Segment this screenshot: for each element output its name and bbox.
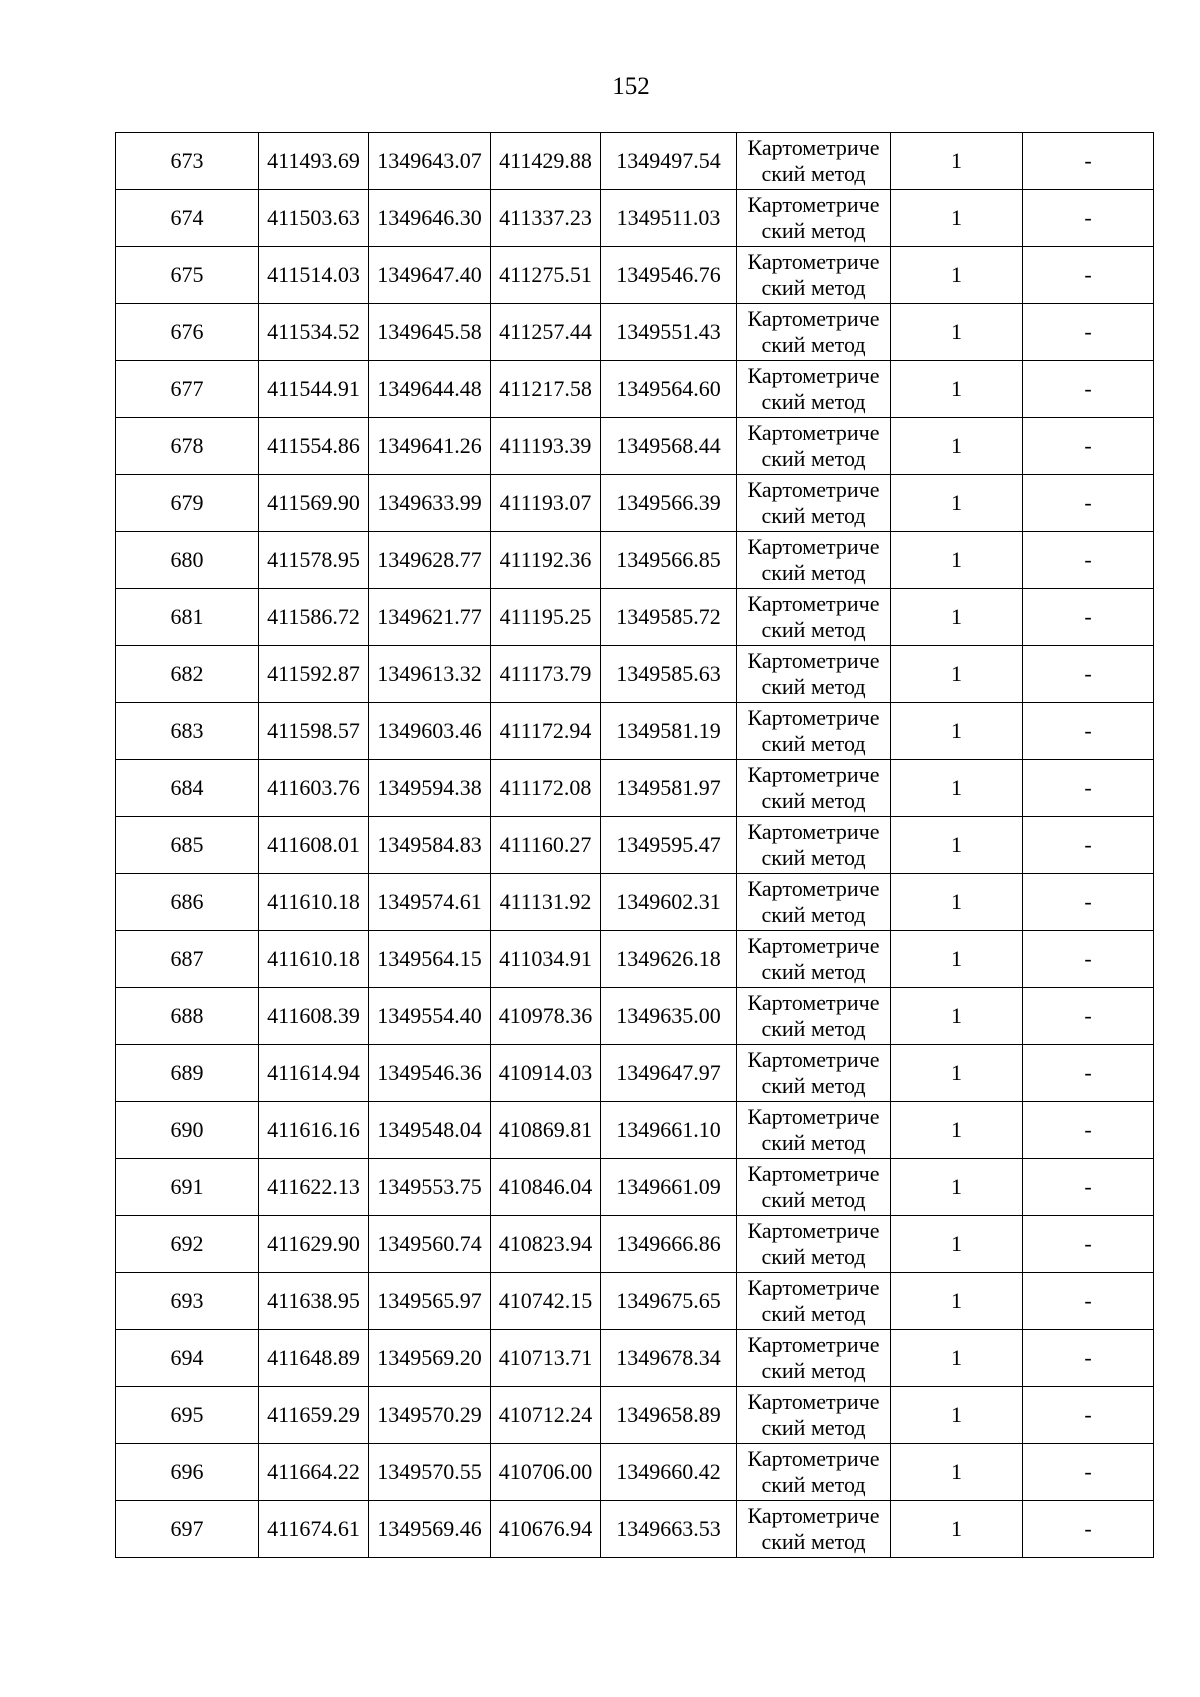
method-line-2: ский метод [761,674,866,699]
method-cell [737,1387,891,1444]
method-cell [737,418,891,475]
y1-cell: 1349621.77 [369,589,491,646]
y2-cell: 1349661.09 [601,1159,737,1216]
x2-cell: 411195.25 [491,589,601,646]
method-line-2: ский метод [761,959,866,984]
method-cell [737,475,891,532]
accuracy-cell: 1 [891,1501,1023,1558]
table-row [116,874,1154,931]
y2-cell: 1349566.85 [601,532,737,589]
method-line-2: ский метод [761,446,866,471]
method-line-1: Картометриче [747,1503,880,1528]
x1-cell: 411622.13 [259,1159,369,1216]
method-line-2: ский метод [761,161,866,186]
table-row [116,361,1154,418]
y1-cell: 1349613.32 [369,646,491,703]
point-number-cell: 695 [116,1387,259,1444]
point-number-cell: 687 [116,931,259,988]
table-row [116,760,1154,817]
method-line-1: Картометриче [747,933,880,958]
method-line-2: ский метод [761,1187,866,1212]
y2-cell: 1349585.63 [601,646,737,703]
accuracy-cell: 1 [891,1444,1023,1501]
y1-cell: 1349633.99 [369,475,491,532]
method-line-2: ский метод [761,332,866,357]
note-cell: - [1023,1102,1154,1159]
accuracy-cell: 1 [891,988,1023,1045]
y1-cell: 1349569.46 [369,1501,491,1558]
x1-cell: 411608.39 [259,988,369,1045]
method-cell [737,1273,891,1330]
x1-cell: 411638.95 [259,1273,369,1330]
accuracy-cell: 1 [891,1330,1023,1387]
note-cell: - [1023,1045,1154,1102]
method-line-1: Картометриче [747,306,880,331]
method-line-2: ский метод [761,902,866,927]
x1-cell: 411503.63 [259,190,369,247]
method-line-2: ский метод [761,731,866,756]
note-cell: - [1023,1444,1154,1501]
note-cell: - [1023,1387,1154,1444]
point-number-cell: 680 [116,532,259,589]
y1-cell: 1349560.74 [369,1216,491,1273]
x1-cell: 411610.18 [259,931,369,988]
x1-cell: 411648.89 [259,1330,369,1387]
method-line-2: ский метод [761,617,866,642]
table-row [116,475,1154,532]
accuracy-cell: 1 [891,475,1023,532]
y1-cell: 1349628.77 [369,532,491,589]
note-cell: - [1023,304,1154,361]
accuracy-cell: 1 [891,532,1023,589]
page-number: 152 [612,73,650,100]
method-line-2: ский метод [761,1130,866,1155]
x1-cell: 411554.86 [259,418,369,475]
x2-cell: 410914.03 [491,1045,601,1102]
x2-cell: 411217.58 [491,361,601,418]
x1-cell: 411534.52 [259,304,369,361]
x1-cell: 411610.18 [259,874,369,931]
table-row [116,1387,1154,1444]
accuracy-cell: 1 [891,646,1023,703]
method-cell [737,646,891,703]
x2-cell: 411192.36 [491,532,601,589]
y2-cell: 1349660.42 [601,1444,737,1501]
x2-cell: 410823.94 [491,1216,601,1273]
method-line-1: Картометриче [747,1332,880,1357]
accuracy-cell: 1 [891,1102,1023,1159]
x2-cell: 410742.15 [491,1273,601,1330]
method-cell [737,874,891,931]
accuracy-cell: 1 [891,760,1023,817]
coordinates-table [115,132,1154,1558]
y1-cell: 1349603.46 [369,703,491,760]
point-number-cell: 690 [116,1102,259,1159]
accuracy-cell: 1 [891,931,1023,988]
y2-cell: 1349658.89 [601,1387,737,1444]
method-line-1: Картометриче [747,1218,880,1243]
point-number-cell: 682 [116,646,259,703]
method-line-1: Картометриче [747,705,880,730]
y1-cell: 1349644.48 [369,361,491,418]
y2-cell: 1349551.43 [601,304,737,361]
y1-cell: 1349584.83 [369,817,491,874]
x2-cell: 411429.88 [491,133,601,190]
table-row [116,1444,1154,1501]
y2-cell: 1349566.39 [601,475,737,532]
accuracy-cell: 1 [891,817,1023,874]
table-row [116,817,1154,874]
y2-cell: 1349546.76 [601,247,737,304]
x1-cell: 411569.90 [259,475,369,532]
accuracy-cell: 1 [891,418,1023,475]
accuracy-cell: 1 [891,703,1023,760]
method-cell [737,760,891,817]
note-cell: - [1023,988,1154,1045]
method-cell [737,1102,891,1159]
x1-cell: 411616.16 [259,1102,369,1159]
method-line-2: ский метод [761,845,866,870]
method-cell [737,1501,891,1558]
method-line-1: Картометриче [747,990,880,1015]
x1-cell: 411592.87 [259,646,369,703]
table-row [116,532,1154,589]
method-line-2: ский метод [761,1472,866,1497]
y1-cell: 1349647.40 [369,247,491,304]
x2-cell: 411131.92 [491,874,601,931]
y2-cell: 1349663.53 [601,1501,737,1558]
x1-cell: 411578.95 [259,532,369,589]
method-line-1: Картометриче [747,1104,880,1129]
point-number-cell: 697 [116,1501,259,1558]
x2-cell: 411193.39 [491,418,601,475]
method-line-2: ский метод [761,389,866,414]
accuracy-cell: 1 [891,247,1023,304]
point-number-cell: 696 [116,1444,259,1501]
y1-cell: 1349564.15 [369,931,491,988]
x2-cell: 410706.00 [491,1444,601,1501]
y2-cell: 1349647.97 [601,1045,737,1102]
point-number-cell: 676 [116,304,259,361]
method-cell [737,304,891,361]
method-line-2: ский метод [761,560,866,585]
y2-cell: 1349635.00 [601,988,737,1045]
y2-cell: 1349666.86 [601,1216,737,1273]
x2-cell: 411034.91 [491,931,601,988]
note-cell: - [1023,361,1154,418]
x1-cell: 411598.57 [259,703,369,760]
note-cell: - [1023,646,1154,703]
method-line-2: ский метод [761,275,866,300]
point-number-cell: 673 [116,133,259,190]
x1-cell: 411544.91 [259,361,369,418]
y2-cell: 1349626.18 [601,931,737,988]
method-line-1: Картометриче [747,1446,880,1471]
x1-cell: 411659.29 [259,1387,369,1444]
method-cell [737,190,891,247]
point-number-cell: 674 [116,190,259,247]
x1-cell: 411586.72 [259,589,369,646]
x2-cell: 410869.81 [491,1102,601,1159]
x1-cell: 411629.90 [259,1216,369,1273]
point-number-cell: 678 [116,418,259,475]
note-cell: - [1023,475,1154,532]
method-line-1: Картометриче [747,534,880,559]
table-row [116,1273,1154,1330]
point-number-cell: 685 [116,817,259,874]
method-line-2: ский метод [761,218,866,243]
y1-cell: 1349570.29 [369,1387,491,1444]
y2-cell: 1349511.03 [601,190,737,247]
note-cell: - [1023,703,1154,760]
table-row [116,988,1154,1045]
method-line-1: Картометриче [747,1047,880,1072]
method-cell [737,1216,891,1273]
table-row [116,703,1154,760]
y2-cell: 1349595.47 [601,817,737,874]
accuracy-cell: 1 [891,1387,1023,1444]
y1-cell: 1349554.40 [369,988,491,1045]
note-cell: - [1023,133,1154,190]
method-line-2: ский метод [761,1358,866,1383]
method-cell [737,133,891,190]
point-number-cell: 692 [116,1216,259,1273]
y2-cell: 1349564.60 [601,361,737,418]
accuracy-cell: 1 [891,361,1023,418]
point-number-cell: 679 [116,475,259,532]
y1-cell: 1349553.75 [369,1159,491,1216]
note-cell: - [1023,874,1154,931]
note-cell: - [1023,760,1154,817]
y2-cell: 1349581.19 [601,703,737,760]
accuracy-cell: 1 [891,1273,1023,1330]
table-row [116,190,1154,247]
method-cell [737,988,891,1045]
y1-cell: 1349594.38 [369,760,491,817]
y1-cell: 1349574.61 [369,874,491,931]
method-line-1: Картометриче [747,1389,880,1414]
y2-cell: 1349568.44 [601,418,737,475]
method-line-1: Картометриче [747,135,880,160]
note-cell: - [1023,1330,1154,1387]
y1-cell: 1349569.20 [369,1330,491,1387]
accuracy-cell: 1 [891,1216,1023,1273]
note-cell: - [1023,247,1154,304]
table-row [116,1216,1154,1273]
method-cell [737,247,891,304]
point-number-cell: 689 [116,1045,259,1102]
y1-cell: 1349548.04 [369,1102,491,1159]
method-line-1: Картометриче [747,762,880,787]
table-row [116,1159,1154,1216]
y2-cell: 1349585.72 [601,589,737,646]
table-row [116,589,1154,646]
x2-cell: 411172.08 [491,760,601,817]
point-number-cell: 688 [116,988,259,1045]
y1-cell: 1349641.26 [369,418,491,475]
x2-cell: 411275.51 [491,247,601,304]
x2-cell: 410846.04 [491,1159,601,1216]
y2-cell: 1349602.31 [601,874,737,931]
point-number-cell: 677 [116,361,259,418]
note-cell: - [1023,931,1154,988]
method-cell [737,532,891,589]
accuracy-cell: 1 [891,874,1023,931]
x2-cell: 410978.36 [491,988,601,1045]
table-row [116,1330,1154,1387]
accuracy-cell: 1 [891,190,1023,247]
y1-cell: 1349643.07 [369,133,491,190]
point-number-cell: 691 [116,1159,259,1216]
method-line-1: Картометриче [747,477,880,502]
note-cell: - [1023,532,1154,589]
point-number-cell: 684 [116,760,259,817]
y2-cell: 1349661.10 [601,1102,737,1159]
point-number-cell: 694 [116,1330,259,1387]
method-line-1: Картометриче [747,1275,880,1300]
method-cell [737,1159,891,1216]
method-cell [737,1444,891,1501]
x2-cell: 411193.07 [491,475,601,532]
y1-cell: 1349546.36 [369,1045,491,1102]
method-line-1: Картометриче [747,648,880,673]
table-row [116,1045,1154,1102]
accuracy-cell: 1 [891,1159,1023,1216]
table-row [116,1102,1154,1159]
x2-cell: 411160.27 [491,817,601,874]
x2-cell: 411337.23 [491,190,601,247]
table-row [116,931,1154,988]
method-line-2: ский метод [761,1073,866,1098]
method-cell [737,703,891,760]
table-row [116,418,1154,475]
accuracy-cell: 1 [891,589,1023,646]
note-cell: - [1023,1159,1154,1216]
x2-cell: 411173.79 [491,646,601,703]
method-cell [737,1330,891,1387]
y1-cell: 1349565.97 [369,1273,491,1330]
method-cell [737,1045,891,1102]
method-line-2: ский метод [761,1016,866,1041]
x2-cell: 410713.71 [491,1330,601,1387]
x1-cell: 411664.22 [259,1444,369,1501]
x2-cell: 411257.44 [491,304,601,361]
point-number-cell: 693 [116,1273,259,1330]
note-cell: - [1023,817,1154,874]
method-line-2: ский метод [761,503,866,528]
accuracy-cell: 1 [891,1045,1023,1102]
note-cell: - [1023,1216,1154,1273]
y1-cell: 1349646.30 [369,190,491,247]
x1-cell: 411614.94 [259,1045,369,1102]
note-cell: - [1023,589,1154,646]
point-number-cell: 681 [116,589,259,646]
note-cell: - [1023,418,1154,475]
x1-cell: 411514.03 [259,247,369,304]
table-row [116,1501,1154,1558]
x1-cell: 411603.76 [259,760,369,817]
y1-cell: 1349645.58 [369,304,491,361]
method-line-1: Картометриче [747,876,880,901]
method-line-1: Картометриче [747,819,880,844]
method-line-2: ский метод [761,1415,866,1440]
accuracy-cell: 1 [891,133,1023,190]
x2-cell: 410712.24 [491,1387,601,1444]
y1-cell: 1349570.55 [369,1444,491,1501]
point-number-cell: 683 [116,703,259,760]
x1-cell: 411493.69 [259,133,369,190]
accuracy-cell: 1 [891,304,1023,361]
x1-cell: 411674.61 [259,1501,369,1558]
method-line-2: ский метод [761,1301,866,1326]
table-row [116,646,1154,703]
y2-cell: 1349675.65 [601,1273,737,1330]
y2-cell: 1349581.97 [601,760,737,817]
method-line-2: ский метод [761,1529,866,1554]
method-cell [737,589,891,646]
method-line-1: Картометриче [747,363,880,388]
note-cell: - [1023,190,1154,247]
table-row [116,304,1154,361]
method-line-2: ский метод [761,788,866,813]
method-line-1: Картометриче [747,249,880,274]
y2-cell: 1349497.54 [601,133,737,190]
table-row [116,247,1154,304]
x1-cell: 411608.01 [259,817,369,874]
method-cell [737,931,891,988]
y2-cell: 1349678.34 [601,1330,737,1387]
note-cell: - [1023,1501,1154,1558]
note-cell: - [1023,1273,1154,1330]
method-line-2: ский метод [761,1244,866,1269]
method-line-1: Картометриче [747,591,880,616]
point-number-cell: 686 [116,874,259,931]
table-body [116,133,1154,1558]
method-line-1: Картометриче [747,1161,880,1186]
x2-cell: 410676.94 [491,1501,601,1558]
method-cell [737,817,891,874]
method-line-1: Картометриче [747,420,880,445]
method-cell [737,361,891,418]
x2-cell: 411172.94 [491,703,601,760]
method-line-1: Картометриче [747,192,880,217]
point-number-cell: 675 [116,247,259,304]
table-row [116,133,1154,190]
